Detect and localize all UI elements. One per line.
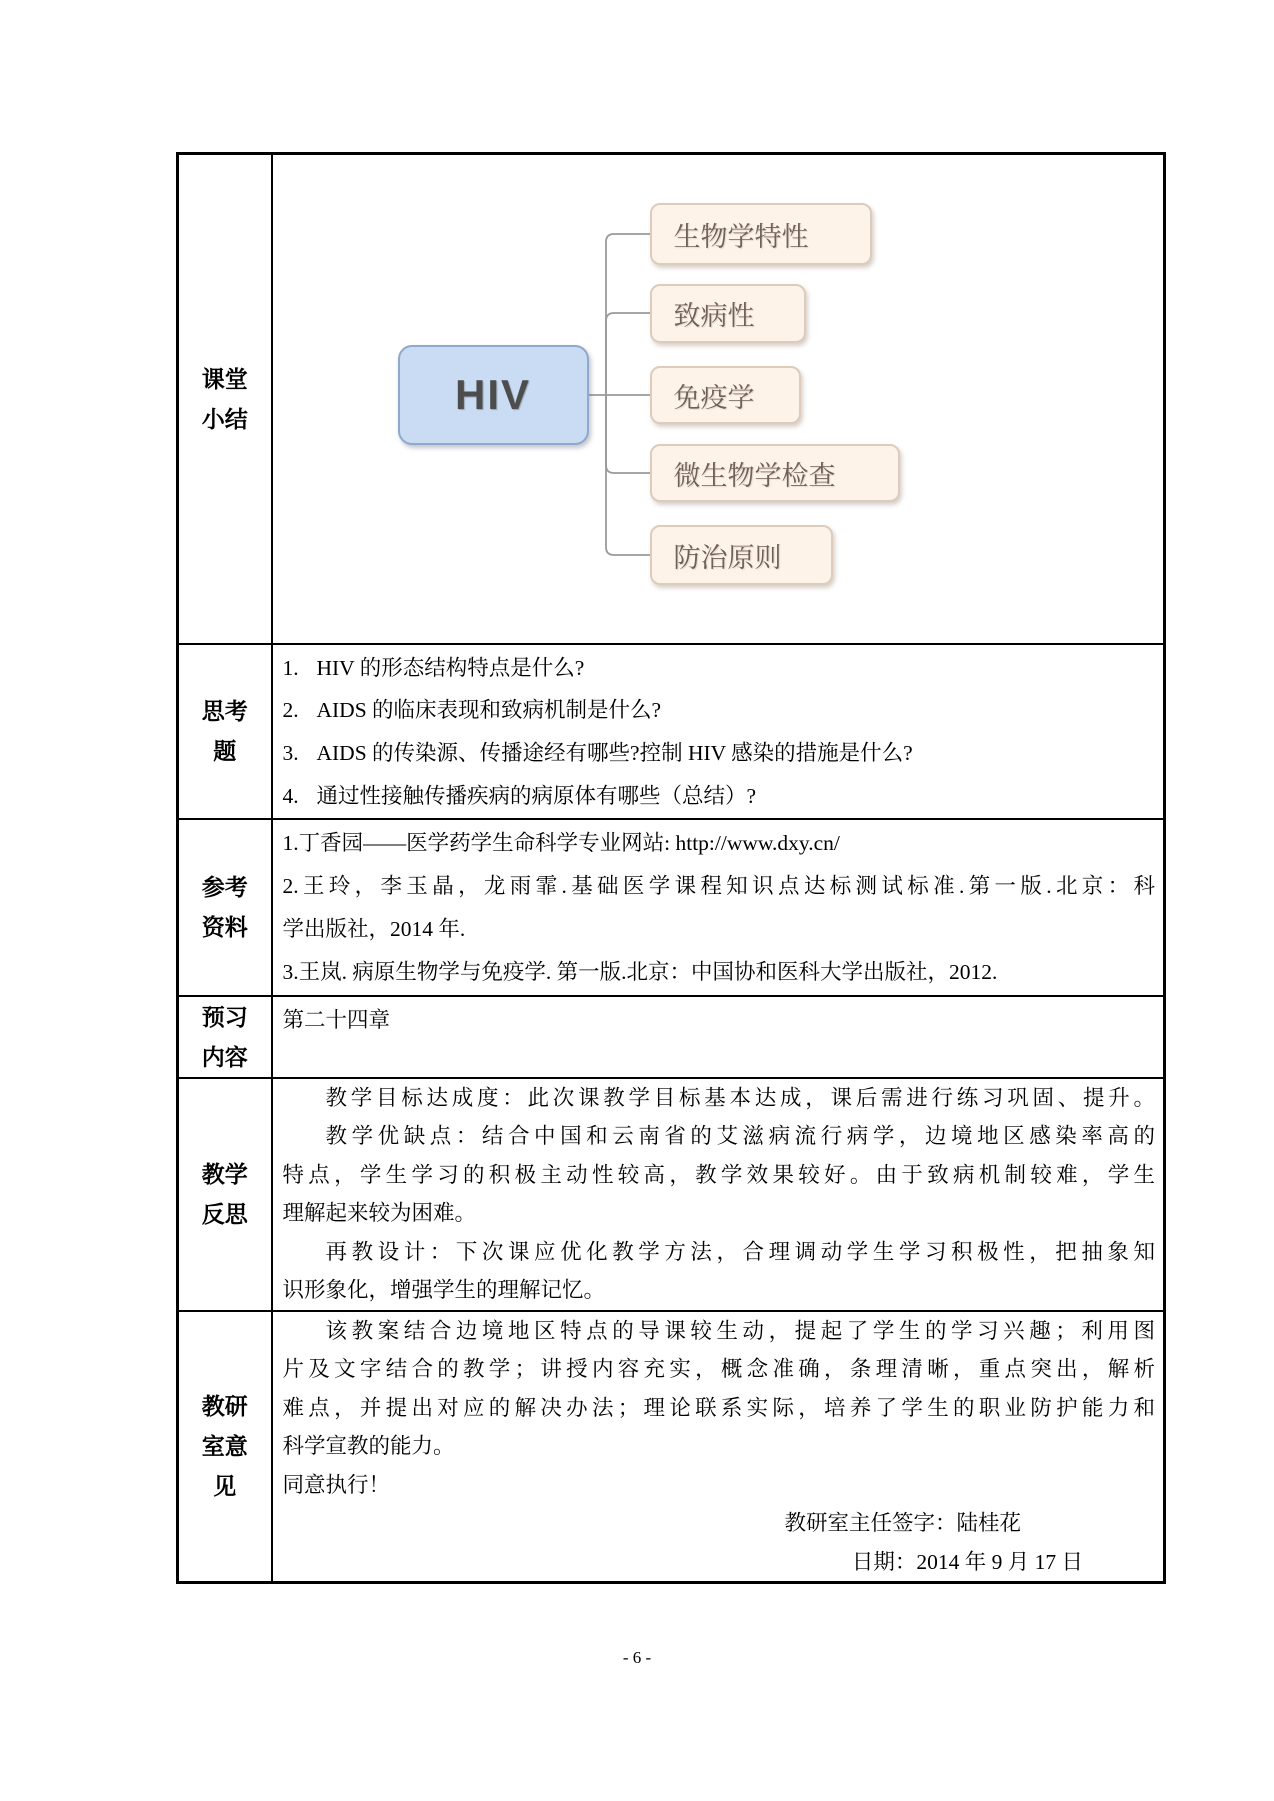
mindmap-node-biology: 生物学特性 xyxy=(650,203,872,265)
reflection-line: 识形象化，增强学生的理解记忆。 xyxy=(282,1278,606,1302)
question-number: 1. xyxy=(282,655,299,680)
question-item xyxy=(283,732,1156,775)
hiv-mindmap xyxy=(273,155,1162,641)
opinion-agree: 同意执行！ xyxy=(282,1472,391,1497)
label-class-summary xyxy=(178,154,272,644)
label-line: 见 xyxy=(213,1473,237,1500)
question-text: AIDS 的传染源、传播途经有哪些?控制 HIV 感染的措施是什么? xyxy=(316,741,913,766)
opinion-line: 片及文字结合的教学；讲授内容充实，概念准确，条理清晰，重点突出，解析 xyxy=(282,1357,1155,1381)
reflection-line: 教学目标达成度：此次课教学目标基本达成，课后需进行练习巩固、提升。 xyxy=(325,1085,1155,1110)
opinion-line: 科学宣教的能力。 xyxy=(282,1434,455,1458)
label-line: 资料 xyxy=(201,914,248,941)
question-item xyxy=(283,647,1156,690)
label-questions xyxy=(178,644,272,819)
reference-line: 3.王岚. 病原生物学与免疫学. 第一版.北京：中国协和医科大学出版社，2012. xyxy=(282,960,998,985)
reference-line: 1.丁香园——医学药学生命科学专业网站: http://www.dxy.cn/ xyxy=(282,830,840,855)
question-number: 2. xyxy=(282,698,299,723)
label-preview xyxy=(178,996,272,1078)
cell-reflection xyxy=(272,1078,1165,1311)
preview-text: 第二十四章 xyxy=(282,1007,391,1032)
row-preview xyxy=(178,996,1165,1078)
cell-office-opinion xyxy=(272,1311,1165,1583)
question-item xyxy=(283,689,1156,732)
label-line: 小结 xyxy=(201,405,248,432)
reflection-line: 再教设计：下次课应优化教学方法，合理调动学生学习积极性，把抽象知 xyxy=(325,1239,1155,1264)
mindmap-node-micro-exam: 微生物学检查 xyxy=(650,444,900,502)
opinion-line: 难点，并提出对应的解决办法；理论联系实际，培养了学生的职业防护能力和 xyxy=(282,1395,1155,1420)
label-line: 参考 xyxy=(201,874,248,901)
cell-preview xyxy=(272,996,1165,1078)
label-references xyxy=(178,819,272,996)
label-line: 课堂 xyxy=(201,365,248,392)
question-text: AIDS 的临床表现和致病机制是什么? xyxy=(316,698,662,723)
reference-line: 2.王玲，李玉晶，龙雨霏.基础医学课程知识点达标测试标准.第一版.北京：科 xyxy=(282,873,1155,898)
mindmap-node-immunology: 免疫学 xyxy=(650,366,801,424)
row-references xyxy=(178,819,1165,996)
row-office-opinion xyxy=(178,1311,1165,1583)
row-reflection xyxy=(178,1078,1165,1311)
row-questions xyxy=(178,644,1165,819)
cell-questions xyxy=(272,644,1165,819)
question-item xyxy=(283,775,1156,818)
director-signature: 教研室主任签字：陆桂花 xyxy=(784,1511,1021,1535)
mindmap-root-hiv: HIV xyxy=(398,345,589,445)
label-line: 教研 xyxy=(201,1393,248,1420)
question-text: HIV 的形态结构特点是什么? xyxy=(316,655,585,680)
reflection-line: 理解起来较为困难。 xyxy=(282,1201,477,1225)
label-reflection xyxy=(178,1078,272,1311)
question-number: 4. xyxy=(282,783,299,808)
label-line: 预习 xyxy=(201,1003,248,1030)
label-line: 思考 xyxy=(201,698,248,725)
cell-references xyxy=(272,819,1165,996)
reflection-line: 教学优缺点：结合中国和云南省的艾滋病流行病学，边境地区感染率高的 xyxy=(325,1124,1155,1148)
label-line: 题 xyxy=(213,738,237,765)
opinion-line: 该教案结合边境地区特点的导课较生动，提起了学生的学习兴趣；利用图 xyxy=(325,1318,1155,1343)
label-office-opinion xyxy=(178,1311,272,1583)
label-line: 室意 xyxy=(201,1433,248,1460)
signature-date: 日期：2014 年 9 月 17 日 xyxy=(851,1549,1083,1574)
label-line: 内容 xyxy=(201,1043,248,1070)
page-number: - 6 - xyxy=(622,1648,652,1667)
row-class-summary xyxy=(178,154,1165,644)
label-line: 反思 xyxy=(201,1201,248,1227)
mindmap-node-prevention: 防治原则 xyxy=(650,525,833,585)
lesson-plan-table xyxy=(176,152,1166,1584)
cell-class-summary xyxy=(272,154,1165,644)
reference-line: 学出版社，2014 年. xyxy=(282,917,466,942)
question-number: 3. xyxy=(282,741,299,766)
reflection-line: 特点，学生学习的积极主动性较高，教学效果较好。由于致病机制较难，学生 xyxy=(282,1162,1155,1187)
mindmap-node-pathogenicity: 致病性 xyxy=(650,284,806,343)
question-text: 通过性接触传播疾病的病原体有哪些（总结）? xyxy=(316,783,757,808)
label-line: 教学 xyxy=(201,1161,248,1187)
